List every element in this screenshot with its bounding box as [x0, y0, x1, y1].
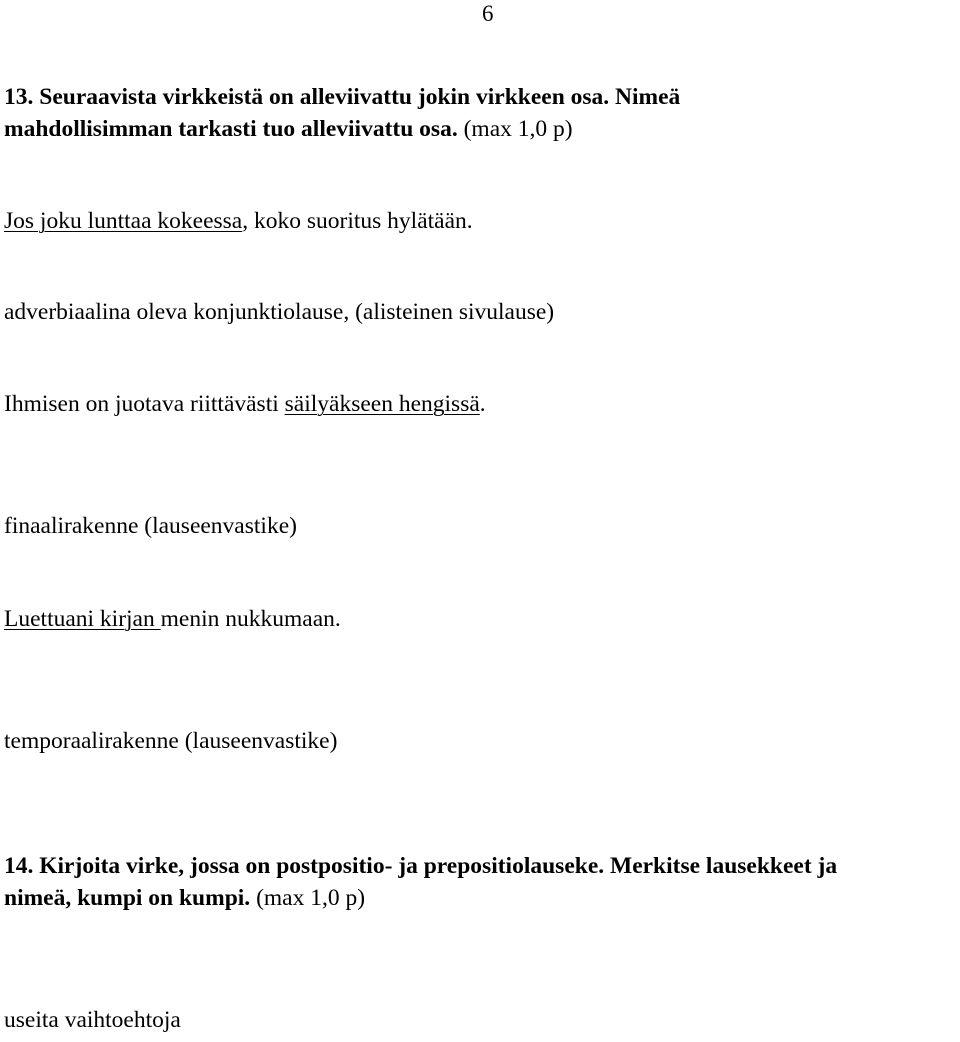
question-13-points: (max 1,0 p): [463, 116, 573, 142]
question-14-line-2: [4, 884, 365, 912]
example-3-answer: temporaalirakenne (lauseenvastike): [4, 728, 338, 754]
example-2-before: Ihmisen on juotava riittävästi: [4, 391, 285, 417]
question-14-line-1: 14. Kirjoita virke, jossa on postpositio- ja prepositiolauseke. Merkitse lausekkeet ja: [4, 853, 838, 879]
example-3-underlined: Luettuani kirjan: [4, 606, 161, 632]
example-2-underlined: säilyäkseen hengissä: [284, 391, 480, 417]
question-13-line-2: [4, 115, 573, 143]
example-1-rest: , koko suoritus hylätään.: [242, 208, 473, 234]
page-number: 6: [482, 1, 494, 26]
question-14-answer: useita vaihtoehtoja: [4, 1007, 181, 1033]
example-1-answer: adverbiaalina oleva konjunktiolause, (alisteinen sivulause): [4, 299, 555, 325]
example-2-after: .: [479, 391, 486, 417]
example-3-sentence: [4, 605, 341, 633]
question-14-points: (max 1,0 p): [256, 885, 366, 911]
question-14-line-2-text: nimeä, kumpi on kumpi.: [4, 885, 251, 911]
question-13-line-2-text: mahdollisimman tarkasti tuo alleviivattu osa.: [4, 116, 458, 142]
example-2-sentence: [4, 390, 486, 418]
example-3-rest: menin nukkumaan.: [160, 606, 341, 632]
example-1-underlined: Jos joku lunttaa kokeessa: [4, 208, 243, 234]
example-1-sentence: [4, 207, 473, 235]
question-13-line-1: 13. Seuraavista virkkeistä on alleviivattu jokin virkkeen osa. Nimeä: [4, 84, 681, 110]
example-2-answer: finaalirakenne (lauseenvastike): [4, 513, 297, 539]
